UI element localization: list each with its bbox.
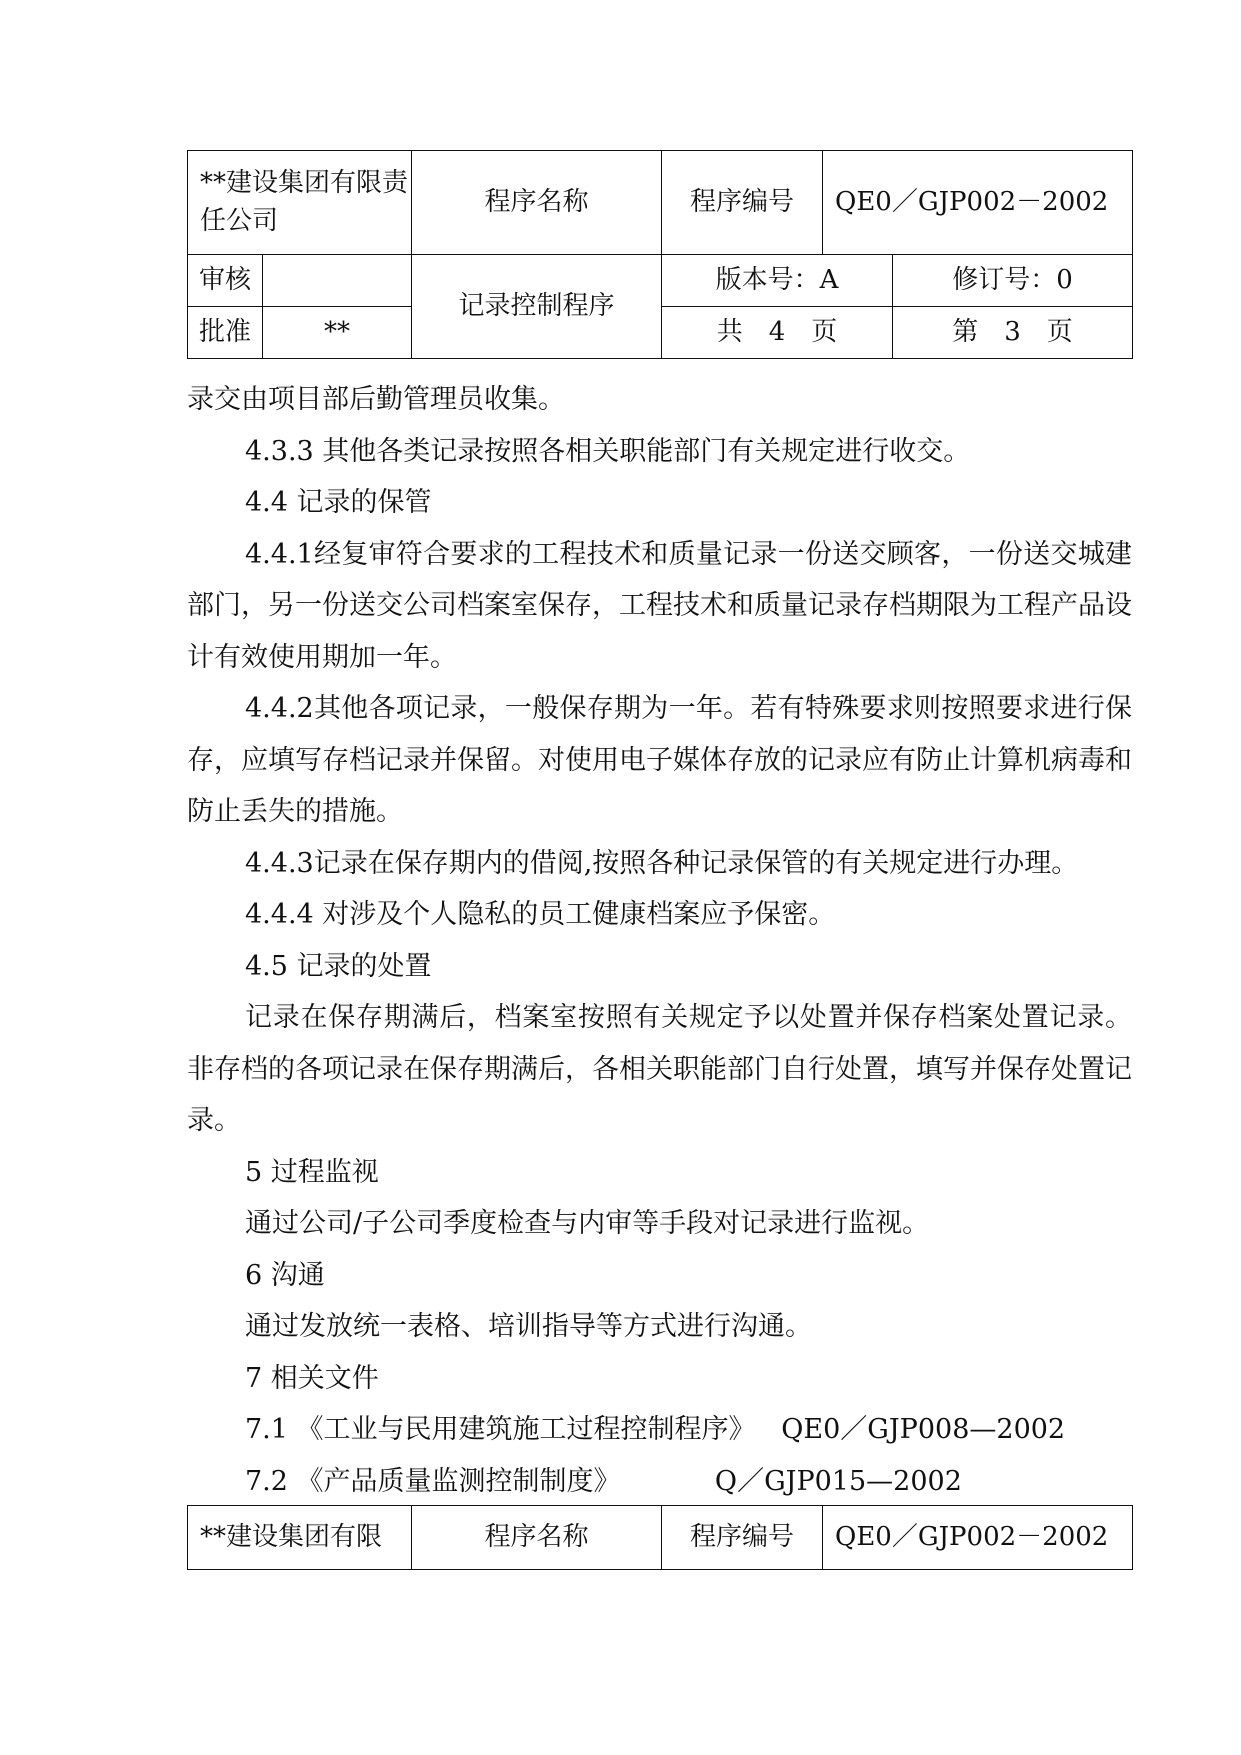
reference-item: 7.1 《工业与民用建筑施工过程控制程序》 QE0／GJP008—2002	[245, 1414, 1066, 1445]
document-body	[187, 374, 1132, 1507]
program-name-label: 程序名称	[412, 1506, 662, 1570]
program-no-label: 程序编号	[662, 1506, 823, 1570]
paragraph: 4.4.2其他各项记录，一般保存期为一年。若有特殊要求则按照要求进行保存，应填写存档记录并保留。对使用电子媒体存放的记录应有防止计算机病毒和防止丢失的措施。	[187, 693, 1132, 827]
page-number: 第 3 页	[893, 307, 1133, 359]
document-header-table	[187, 150, 1133, 359]
revision: 修订号：0	[893, 255, 1133, 307]
paragraph: 记录在保存期满后，档案室按照有关规定予以处置并保存档案处置记录。非存档的各项记录在保存期满后，各相关职能部门自行处置，填写并保存处置记录。	[187, 1002, 1132, 1136]
paragraph: 通过公司/子公司季度检查与内审等手段对记录进行监视。	[245, 1208, 930, 1239]
program-no: QE0／GJP002－2002	[823, 1506, 1133, 1570]
approve-label: 批准	[188, 307, 263, 359]
program-name: 记录控制程序	[412, 255, 662, 359]
program-no: QE0／GJP002－2002	[823, 151, 1133, 255]
section-heading: 7 相关文件	[245, 1362, 379, 1394]
section-heading: 6 沟通	[245, 1259, 325, 1291]
review-label: 审核	[188, 255, 263, 307]
paragraph: 4.4.1经复审符合要求的工程技术和质量记录一份送交顾客，一份送交城建部门，另一份送交公司档案室保存，工程技术和质量记录存档期限为工程产品设计有效使用期加一年。	[187, 538, 1132, 673]
program-name-label: 程序名称	[412, 151, 662, 255]
paragraph: 录交由项目部后勤管理员收集。	[187, 384, 565, 415]
section-heading: 4.4 记录的保管	[245, 487, 432, 518]
version: 版本号：A	[662, 255, 893, 307]
section-heading: 5 过程监视	[245, 1156, 379, 1188]
approve-value: **	[263, 307, 412, 359]
program-no-label: 程序编号	[662, 151, 823, 255]
paragraph: 4.4.3记录在保存期内的借阅,按照各种记录保管的有关规定进行办理。	[245, 847, 1079, 879]
reference-item: 7.2 《产品质量监测控制制度》 Q／GJP015—2002	[245, 1465, 962, 1497]
company-name: **建设集团有限责任公司	[188, 151, 412, 255]
paragraph: 4.3.3 其他各类记录按照各相关职能部门有关规定进行收交。	[245, 435, 971, 467]
next-page-header-table	[187, 1505, 1133, 1570]
section-heading: 4.5 记录的处置	[245, 950, 432, 982]
paragraph: 通过发放统一表格、培训指导等方式进行沟通。	[245, 1311, 812, 1342]
review-value	[263, 255, 412, 307]
total-pages: 共 4 页	[662, 307, 893, 359]
paragraph: 4.4.4 对涉及个人隐私的员工健康档案应予保密。	[245, 899, 836, 930]
company-name: **建设集团有限	[188, 1506, 412, 1570]
